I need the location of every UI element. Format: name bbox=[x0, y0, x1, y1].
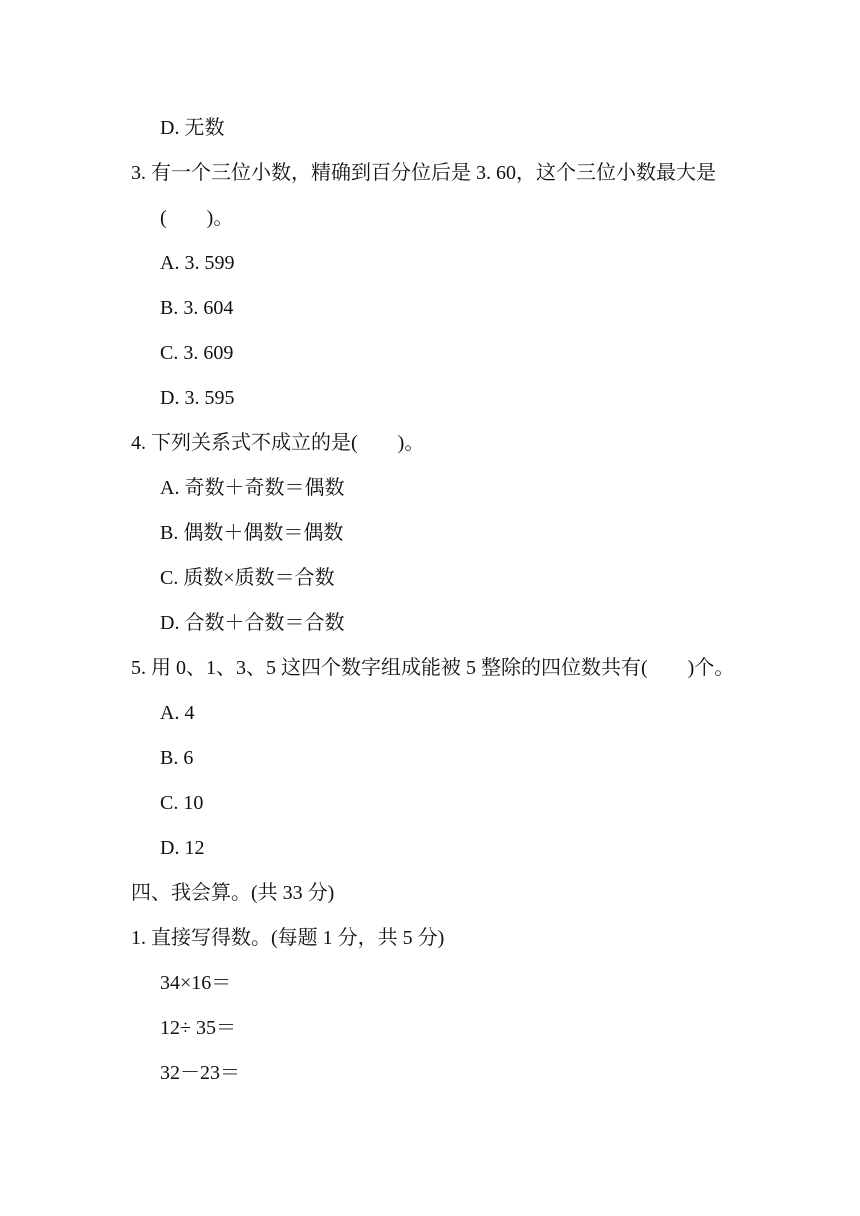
q3-option-b: B. 3. 604 bbox=[160, 297, 234, 319]
q5-option-c: C. 10 bbox=[160, 792, 204, 814]
calc-item-2: 12÷ 35＝ bbox=[160, 1017, 236, 1039]
q5-option-d: D. 12 bbox=[160, 837, 205, 859]
section-4-q1-stem: 1. 直接写得数。(每题 1 分，共 5 分) bbox=[131, 927, 445, 949]
q5-option-b: B. 6 bbox=[160, 747, 194, 769]
q5-stem: 5. 用 0、1、3、5 这四个数字组成能被 5 整除的四位数共有( )个。 bbox=[131, 657, 735, 679]
q4-option-a: A. 奇数＋奇数＝偶数 bbox=[160, 477, 345, 499]
q3-option-d: D. 3. 595 bbox=[160, 387, 235, 409]
calc-item-1: 34×16＝ bbox=[160, 972, 232, 994]
calc-item-3: 32－23＝ bbox=[160, 1062, 240, 1084]
q4-option-c: C. 质数×质数＝合数 bbox=[160, 567, 335, 589]
q4-option-b: B. 偶数＋偶数＝偶数 bbox=[160, 522, 344, 544]
q3-stem: 3. 有一个三位小数，精确到百分位后是 3. 60，这个三位小数最大是 bbox=[131, 162, 716, 184]
q3-option-c: C. 3. 609 bbox=[160, 342, 234, 364]
section-4-title: 四、我会算。(共 33 分) bbox=[131, 882, 335, 904]
q2-option-d: D. 无数 bbox=[160, 117, 225, 139]
q3-stem-continued: ( )。 bbox=[160, 207, 234, 229]
q4-option-d: D. 合数＋合数＝合数 bbox=[160, 612, 345, 634]
q4-stem: 4. 下列关系式不成立的是( )。 bbox=[131, 432, 425, 454]
q5-option-a: A. 4 bbox=[160, 702, 195, 724]
q3-option-a: A. 3. 599 bbox=[160, 252, 235, 274]
